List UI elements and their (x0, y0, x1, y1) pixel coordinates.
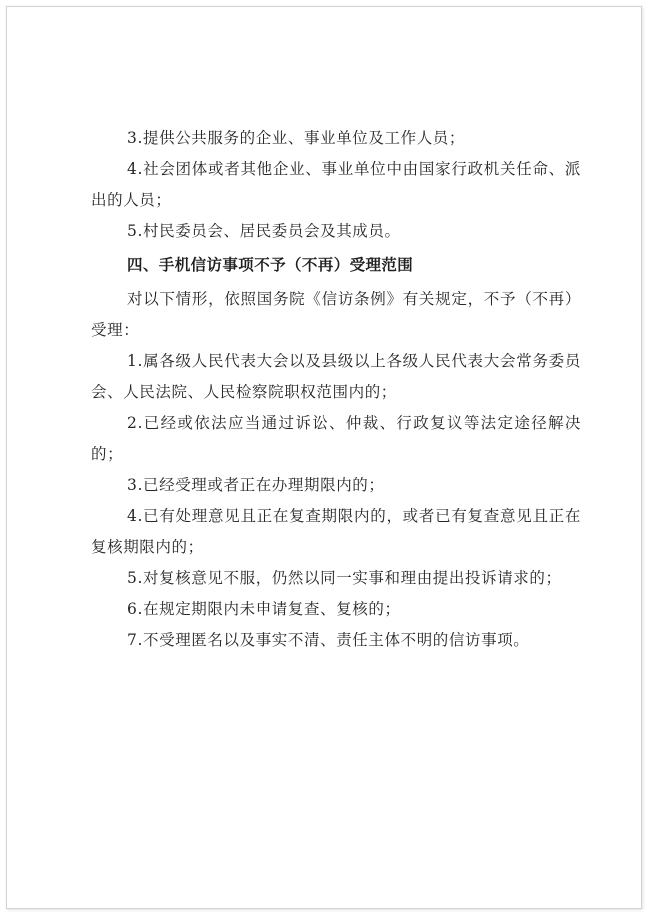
section-heading: 四、手机信访事项不予（不再）受理范围 (127, 256, 414, 274)
document-page (6, 6, 642, 909)
document-body (91, 123, 581, 656)
paragraph-item-4: 4.社会团体或者其他企业、事业单位中由国家行政机关任命、派出的人员； (91, 160, 581, 209)
list-item: 2.已经或依法应当通过诉讼、仲裁、行政复议等法定途径解决的； (91, 414, 581, 463)
paragraph-item-3: 3.提供公共服务的企业、事业单位及工作人员； (127, 129, 465, 147)
list-item: 6.在规定期限内未申请复查、复核的； (127, 600, 401, 618)
list-item: 3.已经受理或者正在办理期限内的； (127, 476, 385, 494)
list-item: 1.属各级人民代表大会以及县级以上各级人民代表大会常务委员会、人民法院、人民检察院职权范围内的； (91, 352, 581, 401)
paragraph-item-5: 5.村民委员会、居民委员会及其成员。 (127, 222, 401, 240)
list-item: 7.不受理匿名以及事实不清、责任主体不明的信访事项。 (127, 631, 530, 649)
list-item: 4.已有处理意见且正在复查期限内的，或者已有复查意见且正在复核期限内的； (91, 507, 581, 556)
intro-paragraph: 对以下情形，依照国务院《信访条例》有关规定，不予（不再）受理： (91, 290, 581, 339)
list-item: 5.对复核意见不服，仍然以同一实事和理由提出投诉请求的； (127, 569, 562, 587)
